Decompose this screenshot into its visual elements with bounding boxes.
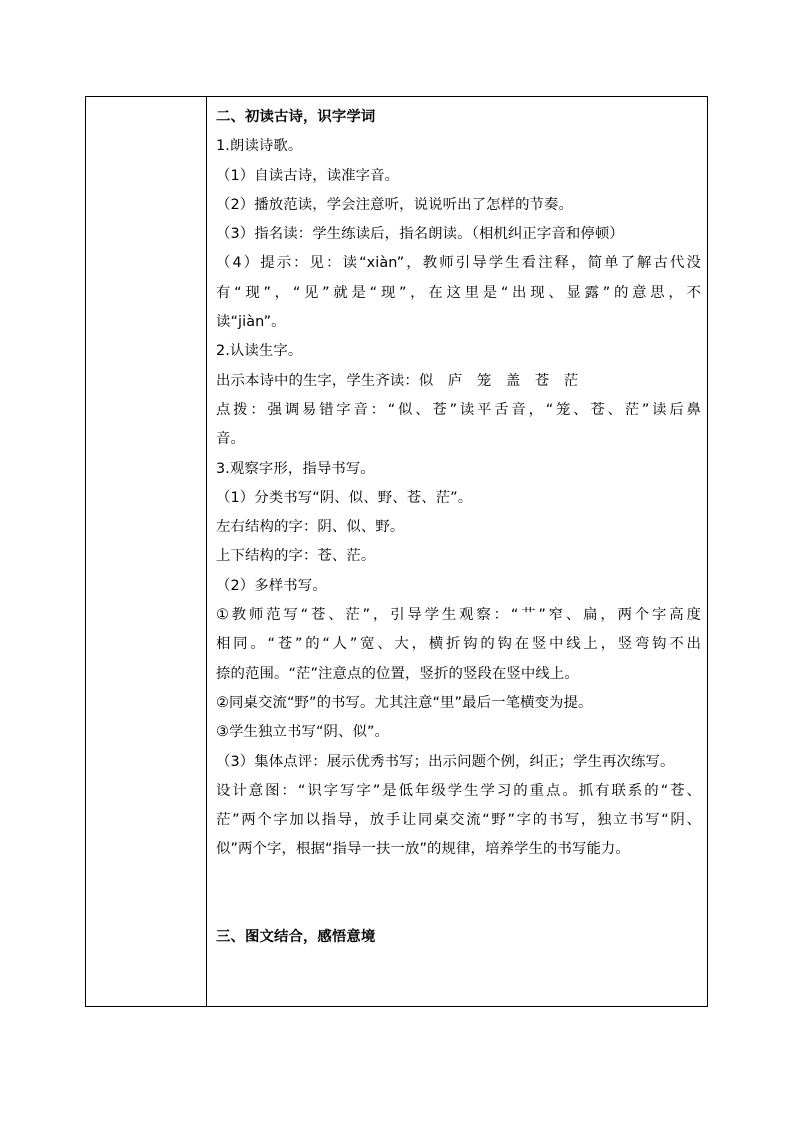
section-heading-3: 三、图文结合，感悟意境	[216, 928, 376, 945]
text-line: （1）分类书写“阴、似、野、苍、茫”。	[216, 489, 473, 506]
content-column	[208, 97, 707, 1006]
lesson-plan-table	[85, 96, 708, 1007]
text-line: 上下结构的字：苍、茫。	[216, 548, 376, 565]
text-line: 点拨：强调易错字音：“似、苍”读平舌音，“笼、苍、茫”读后鼻	[216, 401, 701, 418]
text-line: （2）多样书写。	[216, 577, 327, 594]
text-line: 捺的范围。“茫”注意点的位置，竖折的竖段在竖中线上。	[216, 665, 579, 682]
content-lines	[216, 132, 701, 864]
label-column	[86, 97, 207, 1006]
text-line: 出示本诗中的生字，学生齐读：似 庐 笼 盖 苍 茫	[216, 372, 579, 389]
text-line: （3）集体点评：展示优秀书写；出示问题个例，纠正；学生再次练写。	[216, 753, 675, 770]
text-line: （4）提示：见：读“xiàn”，教师引导学生看注释，简单了解古代没	[216, 255, 701, 272]
text-line: （1）自读古诗，读准字音。	[216, 167, 400, 184]
text-line: （3）指名读：学生练读后，指名朗读。（相机纠正字音和停顿）	[216, 226, 624, 243]
text-line: 2.认读生字。	[216, 343, 303, 360]
text-line: 有“现”，“见”就是“现”，在这里是“出现、显露”的意思，不	[216, 284, 701, 301]
text-line: ②同桌交流“野”的书写。尤其注意“里”最后一笔横变为提。	[216, 694, 593, 711]
text-line: ①教师范写“苍、茫”，引导学生观察：“艹”窄、扁，两个字高度	[216, 607, 701, 624]
text-line: 音。	[216, 431, 245, 448]
text-line: 1.朗读诗歌。	[216, 138, 303, 155]
text-line: 设计意图：“识字写字”是低年级学生学习的重点。抓有联系的“苍、	[216, 782, 701, 799]
text-line: 读“jiàn”。	[216, 314, 286, 331]
text-line: （2）播放范读，学会注意听，说说听出了怎样的节奏。	[216, 196, 574, 213]
text-line: 茫”两个字加以指导，放手让同桌交流“野”字的书写，独立书写“阴、	[216, 812, 701, 829]
section-heading-2: 二、初读古诗，识字学词	[216, 109, 376, 125]
blank-space	[216, 865, 701, 923]
text-line: 相同。“苍”的“人”宽、大，横折钩的钩在竖中线上，竖弯钩不出	[216, 636, 701, 653]
text-line: 3.观察字形，指导书写。	[216, 460, 375, 477]
text-line: 左右结构的字：阴、似、野。	[216, 519, 405, 536]
text-line: ③学生独立书写“阴、似”。	[216, 724, 390, 741]
text-line: 似”两个字，根据“指导一扶一放”的规律，培养学生的书写能力。	[216, 841, 630, 858]
